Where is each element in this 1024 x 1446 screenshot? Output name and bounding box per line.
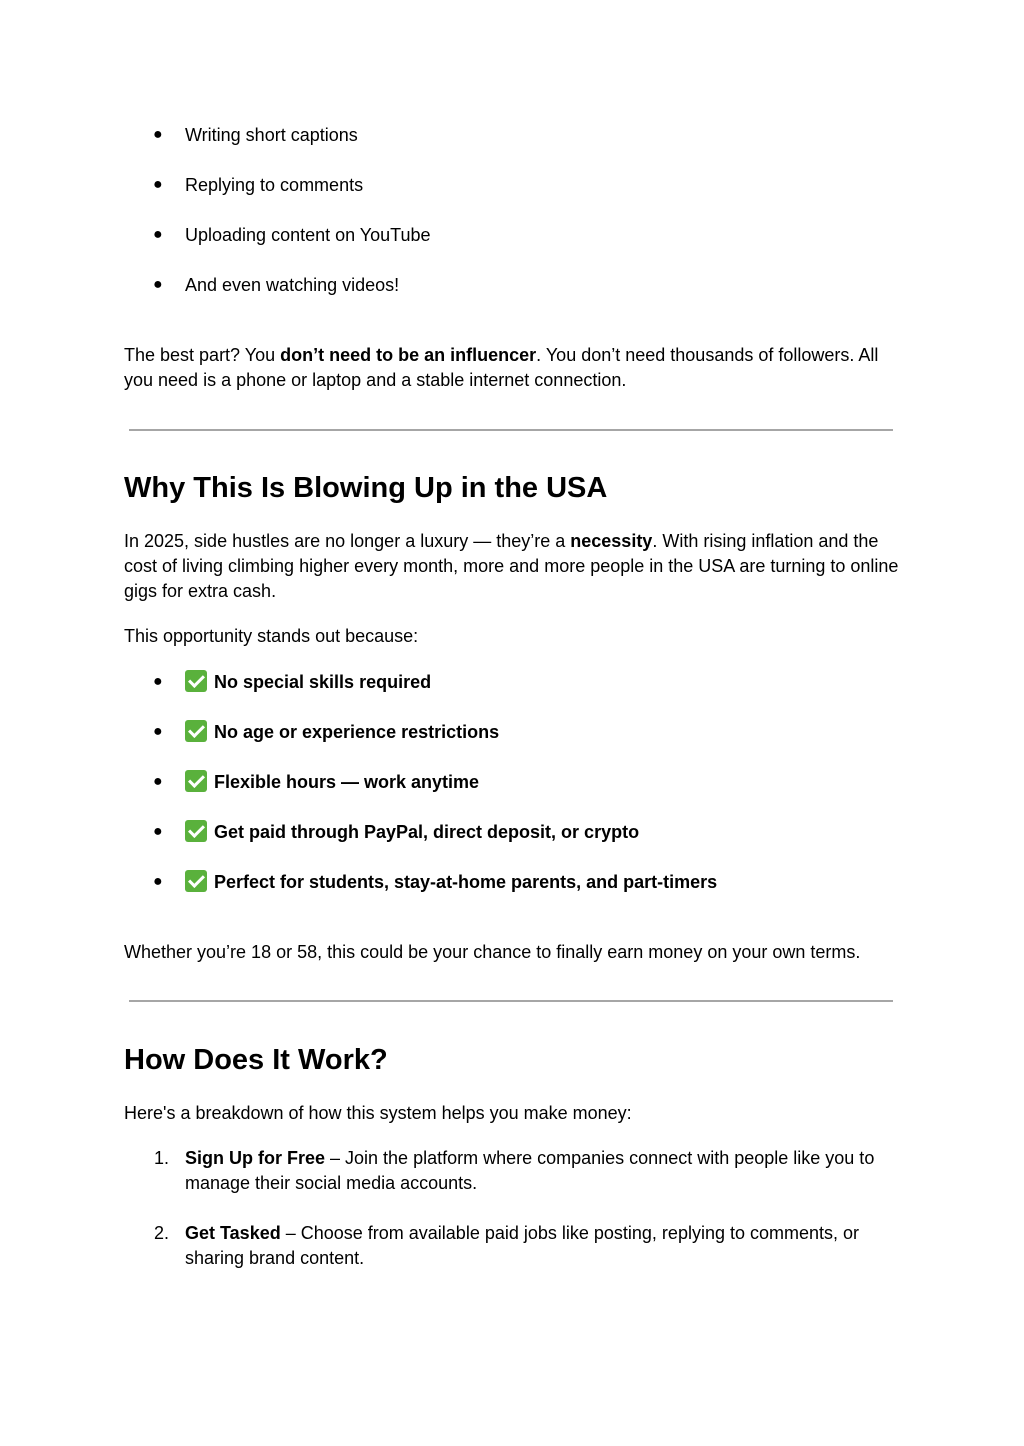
list-item: [0, 222, 1024, 248]
list-item-text: Flexible hours — work anytime: [214, 772, 480, 792]
bullet-icon: ●: [153, 276, 163, 293]
bullet-icon: ●: [153, 673, 163, 690]
step-title: Sign Up for Free: [185, 1148, 326, 1168]
check-mark-icon: [185, 770, 207, 792]
list-item: [0, 819, 1024, 845]
paragraph-text: The best part? You: [124, 345, 281, 365]
step-title: Get Tasked: [185, 1223, 281, 1243]
step-text: – Choose from available paid jobs like posting, replying to comments, or sharing brand content.: [185, 1223, 860, 1268]
list-item-content: [185, 869, 717, 895]
closing-paragraph: Whether you’re 18 or 58, this could be your chance to finally earn money on your own terms.: [124, 942, 861, 962]
check-mark-icon: [185, 870, 207, 892]
list-item-text: Get paid through PayPal, direct deposit, or crypto: [214, 822, 640, 842]
bullet-icon: ●: [153, 823, 163, 840]
emphasis-text: necessity: [570, 531, 653, 551]
horizontal-rule: [129, 429, 893, 431]
list-item-content: [185, 669, 431, 695]
paragraph-text: . You don’t need thousands of followers. All you need is a phone or laptop and a stable internet connection.: [124, 345, 879, 390]
bullet-icon: ●: [153, 723, 163, 740]
list-item-text: Perfect for students, stay-at-home parents, and part-timers: [214, 872, 718, 892]
check-mark-icon: [185, 820, 207, 842]
section-heading: How Does It Work?: [124, 1044, 388, 1076]
bullet-icon: ●: [153, 226, 163, 243]
step-number: 2.: [154, 1223, 170, 1243]
how-intro-paragraph: Here's a breakdown of how this system helps you make money:: [124, 1103, 632, 1123]
step-content: [185, 1221, 905, 1271]
list-item: [0, 669, 1024, 695]
list-item-text: Replying to comments: [185, 175, 364, 195]
list-item-text: And even watching videos!: [185, 275, 400, 295]
bullet-icon: ●: [153, 873, 163, 890]
emphasis-text: don’t need to be an influencer: [280, 345, 537, 365]
step-content: [185, 1146, 905, 1196]
bullet-icon: ●: [153, 176, 163, 193]
paragraph-text: . With rising inflation and the cost of living climbing higher every month, more and more people in the USA are turning to online gigs for extra cash.: [124, 531, 899, 601]
list-item-content: [185, 769, 479, 795]
check-mark-icon: [185, 720, 207, 742]
usa-intro-paragraph: [124, 529, 904, 604]
list-item: [0, 719, 1024, 745]
list-item-text: No age or experience restrictions: [214, 722, 500, 742]
list-item: [0, 272, 1024, 298]
paragraph-text: In 2025, side hustles are no longer a luxury — they’re a: [124, 531, 571, 551]
step-number: 1.: [154, 1148, 170, 1168]
section-heading: Why This Is Blowing Up in the USA: [124, 472, 608, 504]
horizontal-rule: [129, 1000, 893, 1002]
list-item: [0, 769, 1024, 795]
list-item-text: Uploading content on YouTube: [185, 225, 431, 245]
lead-paragraph: This opportunity stands out because:: [124, 626, 419, 646]
list-item: [0, 122, 1024, 148]
list-item-content: [185, 719, 499, 745]
list-item-content: [185, 819, 639, 845]
list-item-text: No special skills required: [214, 672, 432, 692]
best-part-paragraph: [124, 343, 904, 393]
list-item-text: Writing short captions: [185, 125, 358, 145]
bullet-icon: ●: [153, 773, 163, 790]
list-item: [0, 172, 1024, 198]
step-text: – Join the platform where companies connect with people like you to manage their social media accounts.: [185, 1148, 875, 1193]
bullet-icon: ●: [153, 126, 163, 143]
list-item: [0, 869, 1024, 895]
check-mark-icon: [185, 670, 207, 692]
